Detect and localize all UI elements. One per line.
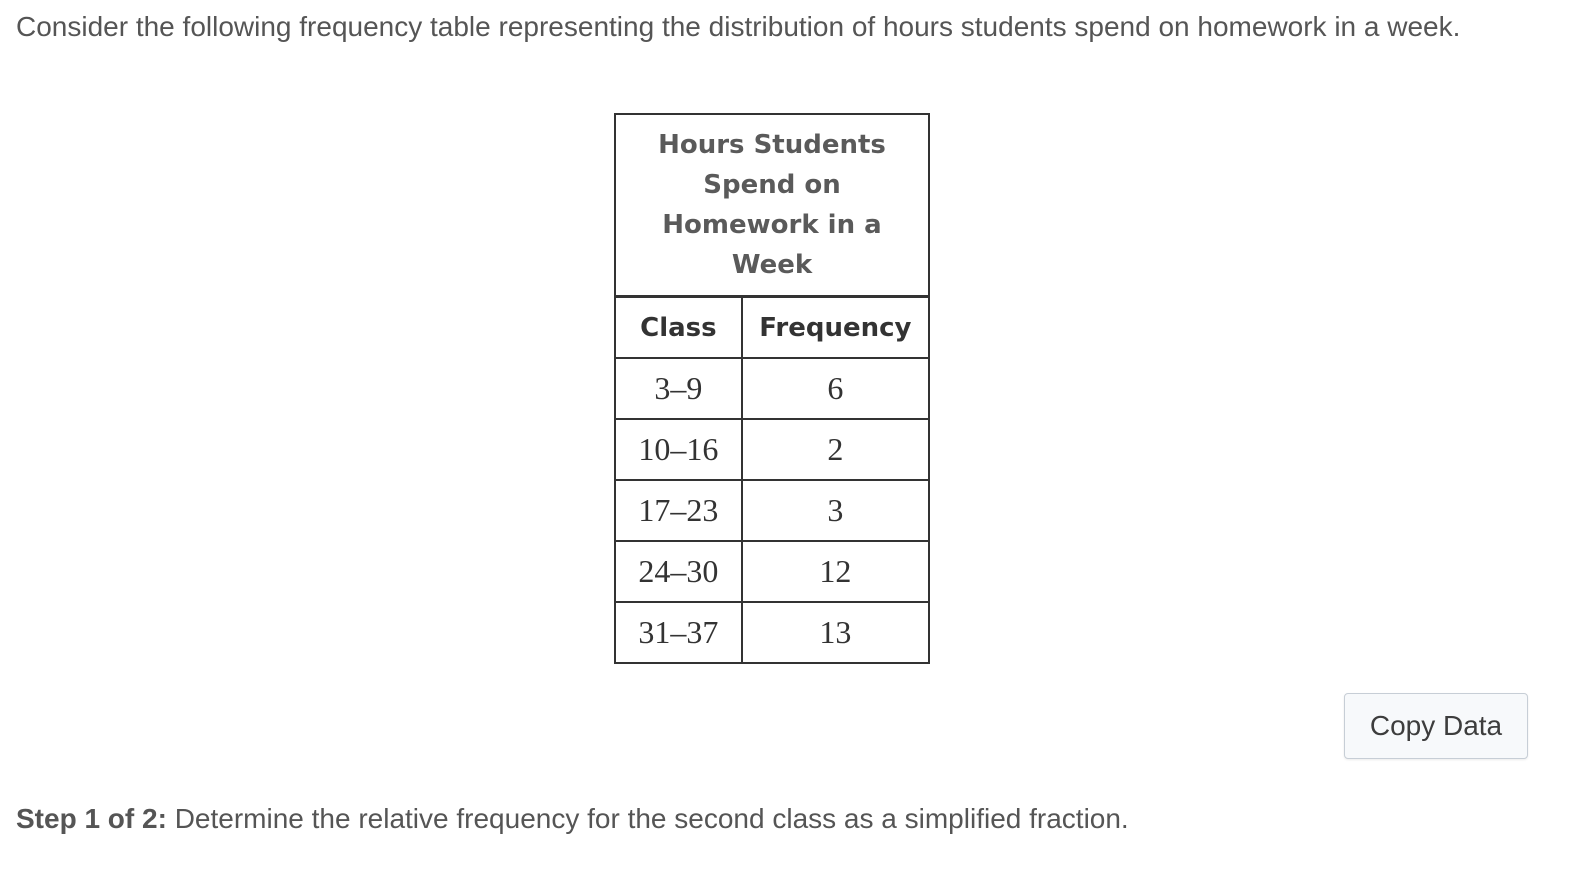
- table-row: [615, 480, 929, 541]
- frequency-table: [614, 113, 930, 664]
- class-cell: 17–23: [615, 480, 742, 541]
- step-text: Determine the relative frequency for the second class as a simplified fraction.: [166, 803, 1129, 834]
- column-header-frequency: Frequency: [742, 297, 929, 359]
- table-row: [615, 602, 929, 663]
- step-instruction: [16, 800, 1129, 838]
- class-cell: 31–37: [615, 602, 742, 663]
- table-row: [615, 358, 929, 419]
- frequency-cell: 13: [742, 602, 929, 663]
- column-header-class: Class: [615, 297, 742, 359]
- class-cell: 24–30: [615, 541, 742, 602]
- class-cell: 10–16: [615, 419, 742, 480]
- class-cell: 3–9: [615, 358, 742, 419]
- frequency-cell: 6: [742, 358, 929, 419]
- table-caption: Hours Students Spend on Homework in a Week: [615, 114, 929, 297]
- table-row: [615, 419, 929, 480]
- frequency-cell: 3: [742, 480, 929, 541]
- frequency-cell: 12: [742, 541, 929, 602]
- frequency-cell: 2: [742, 419, 929, 480]
- copy-data-button[interactable]: Copy Data: [1344, 693, 1528, 759]
- question-intro: Consider the following frequency table representing the distribution of hours students spend on homework in a week.: [16, 11, 1461, 42]
- table-row: [615, 541, 929, 602]
- step-label: Step 1 of 2:: [16, 803, 167, 834]
